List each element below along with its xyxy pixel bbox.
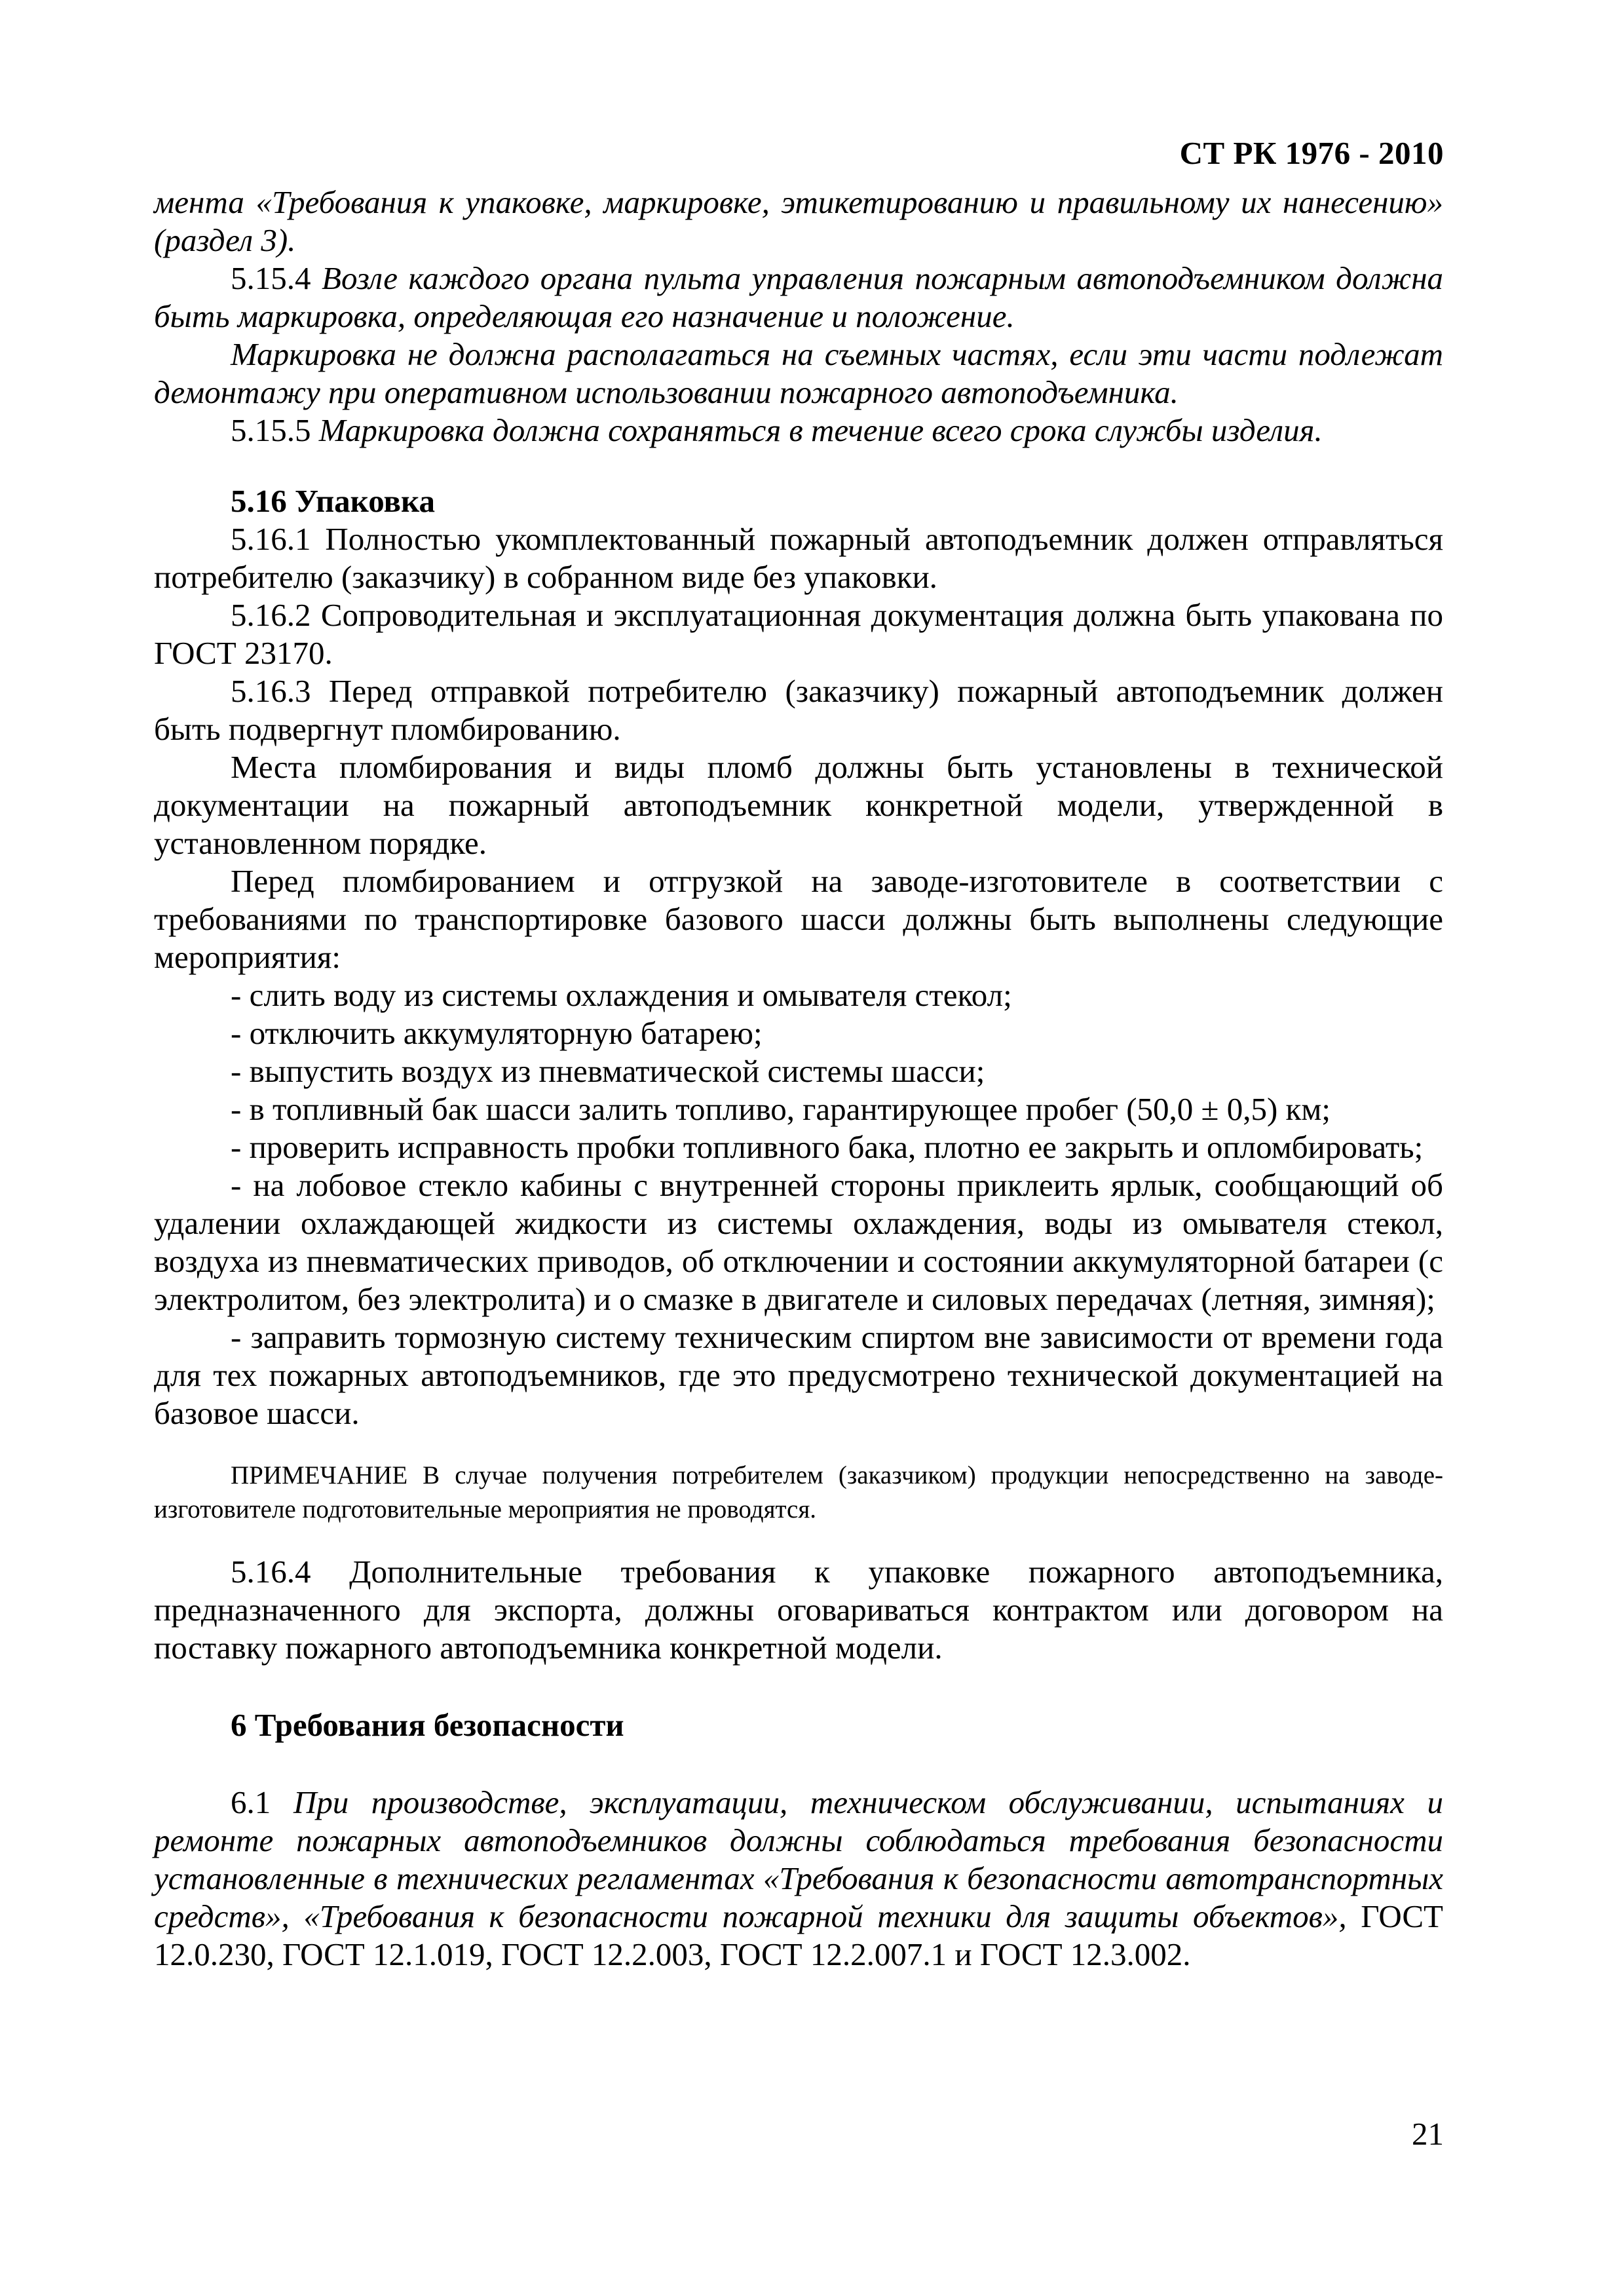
list-item: - проверить исправность пробки топливного бака, плотно ее закрыть и опломбировать;: [231, 1129, 1424, 1165]
clause-text: Возле каждого органа пульта управления пожарным автоподъемником должна быть маркировка, определяющая его назначение и положение.: [154, 260, 1444, 334]
paragraph-5-16-3-b: Места пломбирования и виды пломб должны быть установлены в технической документации на пожарный автоподъемник конкретной модели, утвержденной в установленном порядке.: [154, 749, 1443, 861]
list-item: - выпустить воздух из пневматической системы шасси;: [231, 1053, 985, 1089]
standards-list: ГОСТ 12.0.230, ГОСТ 12.1.019, ГОСТ 12.2.003, ГОСТ 12.2.007.1 и ГОСТ 12.3.002.: [154, 1898, 1443, 1972]
heading-6: 6 Требования безопасности: [231, 1707, 624, 1743]
paragraph-5-15-3-continuation: мента «Требования к упаковке, маркировке, этикетированию и правильному их нанесению» (раздел 3).: [154, 184, 1443, 258]
clause-text: Маркировка должна сохраняться в течение всего срока службы изделия.: [318, 412, 1323, 448]
list-item: - на лобовое стекло кабины с внутренней стороны приклеить ярлык, сообщающий об удалении охлаждающей жидкости из системы охлаждения, воды из омывателя стекол, воздуха из пневматических приводов, об отключении и состоянии аккумуляторной батареи (с электролитом, без электролита) и о смазке в двигателе и силовых передачах (летняя, зимняя);: [154, 1167, 1443, 1317]
paragraph-6-1: [154, 1784, 1443, 1974]
paragraph-5-16-2: 5.16.2 Сопроводительная и эксплуатационная документация должна быть упакована по ГОСТ 23170.: [154, 597, 1443, 671]
paragraph-5-15-4: [154, 259, 1443, 335]
heading-5-16: 5.16 Упаковка: [231, 483, 435, 519]
paragraph-5-16-3-c: Перед пломбированием и отгрузкой на заводе-изготовителе в соответствии с требованиями по транспортировке базового шасси должны быть выполнены следующие мероприятия:: [154, 863, 1443, 975]
clause-number: 6.1: [231, 1784, 271, 1820]
document-code-header: СТ РК 1976 - 2010: [1179, 135, 1444, 171]
list-item: - заправить тормозную систему техническим спиртом вне зависимости от времени года для тех пожарных автоподъемников, где это предусмотрено технической документацией на базовое шасси.: [154, 1319, 1443, 1431]
paragraph-5-16-4: 5.16.4 Дополнительные требования к упаковке пожарного автоподъемника, предназначенного для экспорта, должны оговариваться контрактом или договором на поставку пожарного автоподъемника конкретной модели.: [154, 1554, 1443, 1666]
paragraph-5-16-3: 5.16.3 Перед отправкой потребителю (заказчику) пожарный автоподъемник должен быть подвергнут пломбированию.: [154, 673, 1443, 747]
list-item: - отключить аккумуляторную батарею;: [231, 1015, 763, 1051]
clause-text: При производстве, эксплуатации, техническом обслуживании, испытаниях и ремонте пожарных автоподъемников должны соблюдаться требования безопасности установленные в технических регламентах «Требования к безопасности автотранспортных средств», «Требования к безопасности пожарной техники для защиты объектов»,: [154, 1784, 1444, 1934]
clause-number: 5.15.4: [231, 260, 311, 296]
paragraph-5-15-4-b: Маркировка не должна располагаться на съемных частях, если эти части подлежат демонтажу при оперативном использовании пожарного автоподъемника.: [154, 336, 1443, 410]
note: ПРИМЕЧАНИЕ В случае получения потребителем (заказчиком) продукции непосредственно на заводе-изготовителе подготовительные мероприятия не проводятся.: [154, 1461, 1443, 1523]
document-body: [154, 183, 1443, 1974]
list-item: - в топливный бак шасси залить топливо, гарантирующее пробег (50,0 ± 0,5) км;: [231, 1091, 1331, 1127]
page-number: 21: [1412, 2116, 1444, 2152]
list-item: - слить воду из системы охлаждения и омывателя стекол;: [231, 977, 1012, 1013]
clause-number: 5.15.5: [231, 412, 311, 448]
paragraph-5-16-1: 5.16.1 Полностью укомплектованный пожарный автоподъемник должен отправляться потребителю (заказчику) в собранном виде без упаковки.: [154, 521, 1443, 595]
paragraph-5-15-5: [154, 411, 1443, 450]
